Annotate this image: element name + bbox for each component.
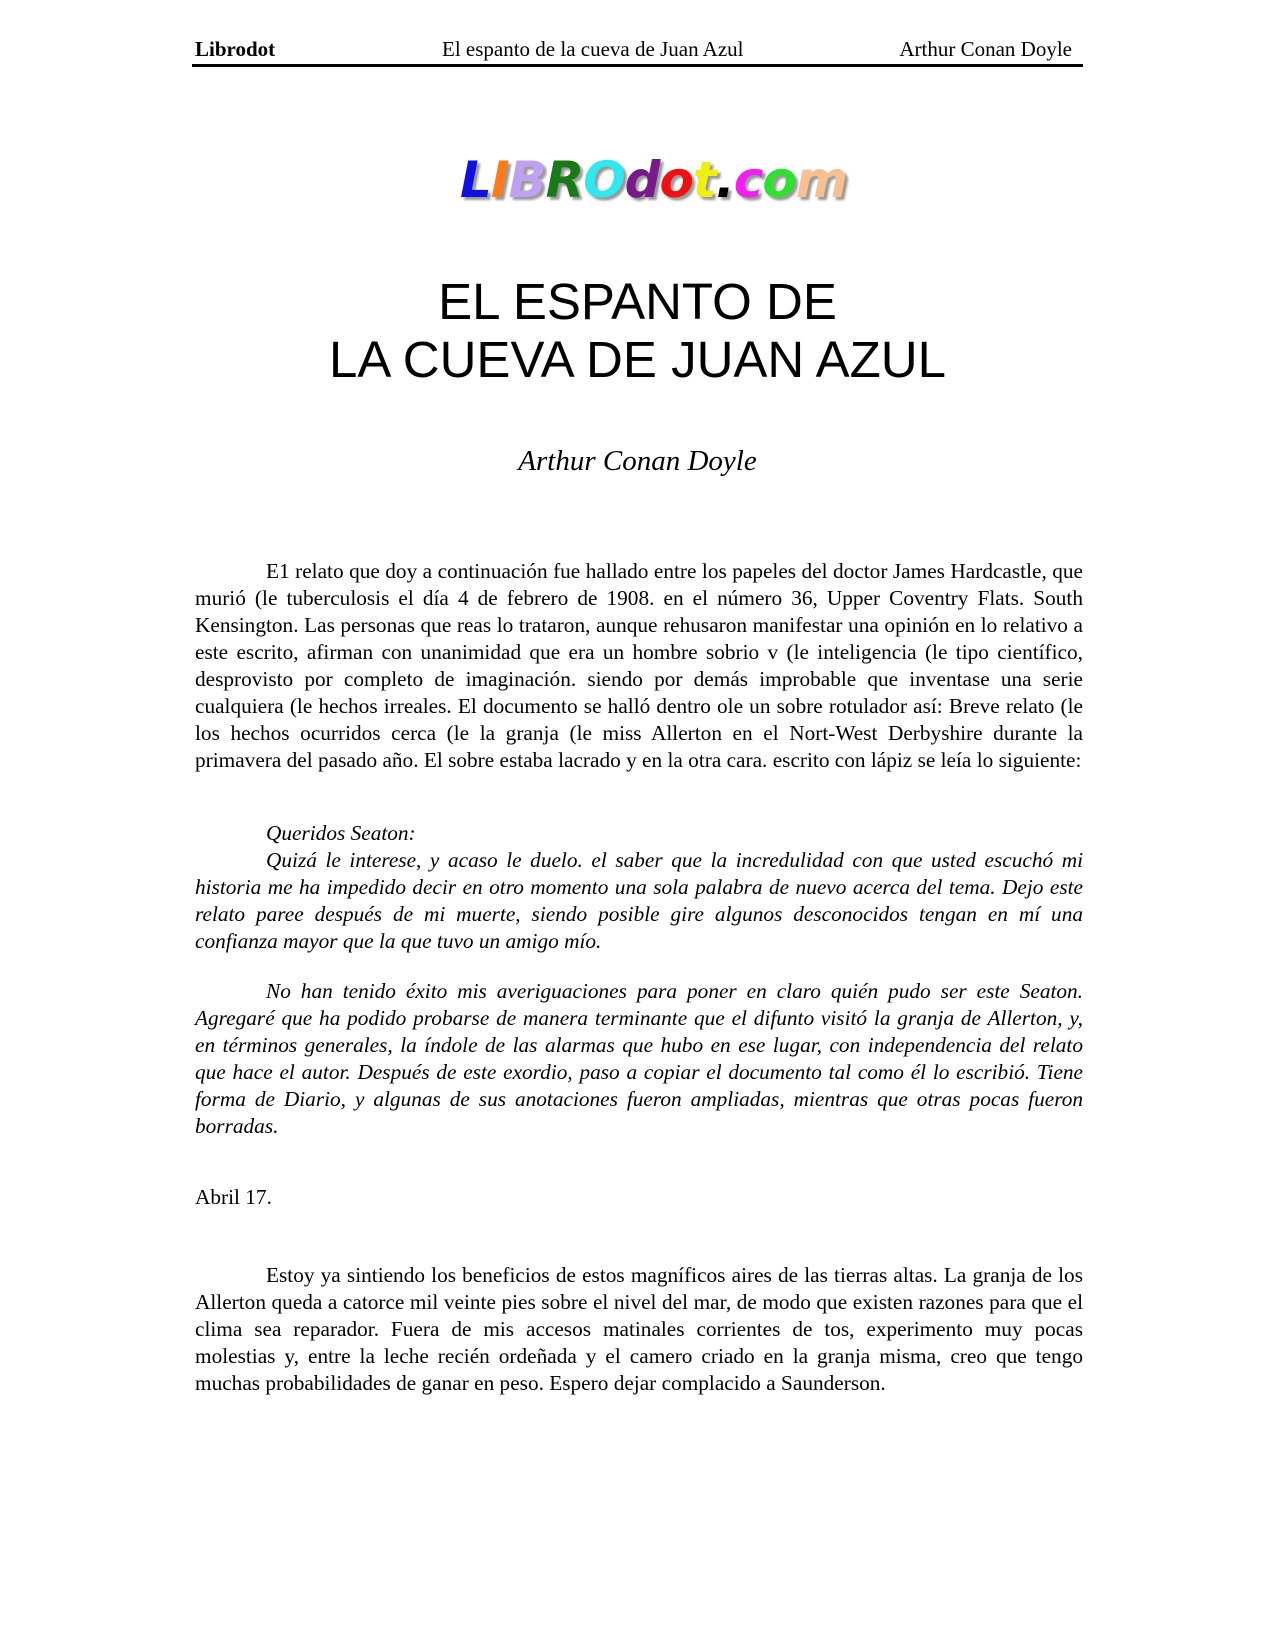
logo-letter: o	[659, 151, 693, 209]
header-book-title: El espanto de la cueva de Juan Azul	[442, 37, 744, 61]
letter-salutation: Queridos Seaton:	[266, 821, 416, 845]
logo-letter: c	[733, 151, 763, 209]
logo-letter: O	[583, 151, 625, 209]
intro-paragraph: E1 relato que doy a continuación fue hallado entre los papeles del doctor James Hardcastle, que murió (le tuberculosis el día 4 de febrero de 1908. en el número 36, Upper Coventry Flats. South Kensington. Las personas que reas lo trataron, aunque rehusaron manifestar una opinión en lo relativo a este escrito, afirman con unanimidad que era un hombre sobrio v (le inteligencia (le tipo científico, desprovisto por completo de imaginación. siendo por demás improbable que inventase una serie cualquiera (le hechos irreales. El documento se halló dentro ole un sobre rotulador así: Breve relato (le los hechos ocurridos cerca (le la granja (le miss Allerton en el Nort-West Derbyshire durante la primavera del pasado año. El sobre estaba lacrado y en la otra cara. escrito con lápiz se leía lo siguiente:	[195, 559, 1083, 772]
book-author: Arthur Conan Doyle	[518, 445, 757, 477]
letter-block	[195, 820, 1083, 955]
logo-letter: L	[460, 151, 491, 209]
logo-letter: t	[692, 151, 716, 209]
diary-paragraph: Estoy ya sintiendo los beneficios de estos magníficos aires de las tierras altas. La granja de los Allerton queda a catorce mil veinte pies sobre el nivel del mar, de modo que existen razones para que el clima sea reparador. Fuera de mis accesos matinales corrientes de tos, experimento muy pocas molestias y, entre la leche recién ordeñada y el camero criado en la granja misma, creo que tengo muchas probabilidades de ganar en peso. Espero dejar complacido a Saunderson.	[195, 1263, 1083, 1395]
book-title-line-2: LA CUEVA DE JUAN AZUL	[329, 331, 946, 388]
editor-note-paragraph: No han tenido éxito mis averiguaciones para poner en claro quién pudo ser este Seaton. Agregaré que ha podido probarse de manera terminante que el difunto visitó la granja de Allerton, y, en términos generales, la índole de las alarmas que hubo en ese lugar, con independencia del relato que hace el autor. Después de este exordio, paso a copiar el documento tal como él lo escribió. Tiene forma de Diario, y algunas de sus anotaciones fueron ampliadas, mientras que otras pocas fueron borradas.	[195, 979, 1083, 1138]
librodot-logo	[460, 150, 847, 210]
header-author: Arthur Conan Doyle	[899, 37, 1072, 61]
logo-letter: o	[762, 151, 796, 209]
running-header	[192, 36, 1083, 67]
logo-letter: I	[490, 151, 509, 209]
logo-letter: R	[545, 151, 584, 209]
header-site-name: Librodot	[195, 37, 276, 61]
logo-letter: m	[795, 151, 847, 209]
letter-body: Quizá le interese, y acaso le duelo. el saber que la incredulidad con que usted escuchó mi historia me ha impedido decir en otro momento una sola palabra de nuevo acerca del tema. Dejo este relato paree después de mi muerte, siendo posible gire algunos desconocidos tengan en mí una confianza mayor que la que tuvo un amigo mío.	[195, 848, 1083, 953]
book-title-line-1: EL ESPANTO DE	[438, 273, 837, 330]
diary-date: Abril 17.	[195, 1185, 272, 1209]
logo-letter: B	[508, 151, 546, 209]
logo-letter: d	[624, 151, 660, 209]
logo-letter: .	[715, 151, 734, 209]
